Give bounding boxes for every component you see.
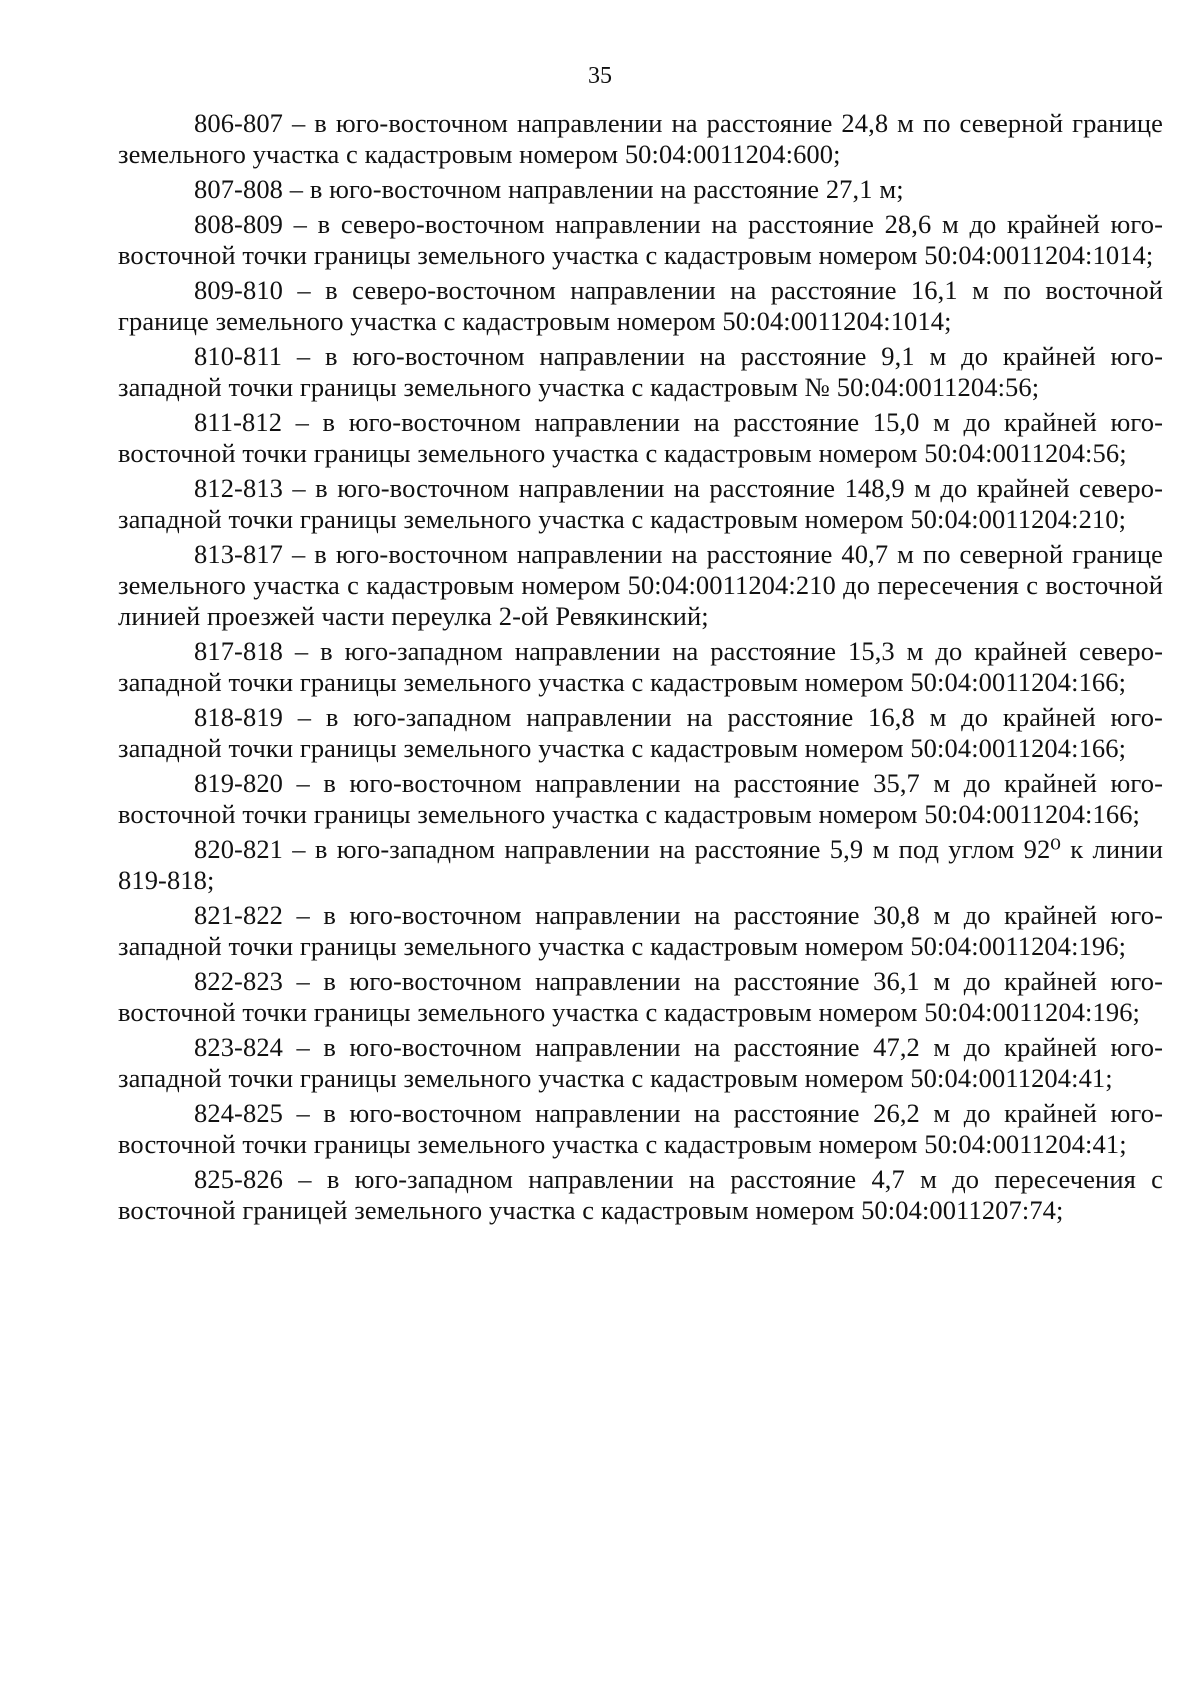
paragraph-821-822: 821-822 – в юго-восточном направлении на расстояние 30,8 м до крайней юго-западной точки границы земельного участка с кадастровым номером 50:04:0011204:196; — [118, 900, 1163, 961]
paragraph-824-825: 824-825 – в юго-восточном направлении на расстояние 26,2 м до крайней юго-восточной точки границы земельного участка с кадастровым номером 50:04:0011204:41; — [118, 1098, 1163, 1159]
paragraph-812-813: 812-813 – в юго-восточном направлении на расстояние 148,9 м до крайней северо-западной точки границы земельного участка с кадастровым номером 50:04:0011204:210; — [118, 473, 1163, 534]
paragraph-825-826: 825-826 – в юго-западном направлении на расстояние 4,7 м до пересечения с восточной границей земельного участка с кадастровым номером 50:04:0011207:74; — [118, 1164, 1163, 1225]
paragraph-807-808: 807-808 – в юго-восточном направлении на расстояние 27,1 м; — [194, 174, 904, 204]
paragraph-813-817: 813-817 – в юго-восточном направлении на расстояние 40,7 м по северной границе земельного участка с кадастровым номером 50:04:0011204:210 до пересечения с восточной линией проезжей части переулка 2-ой Ревякинский; — [118, 539, 1163, 631]
paragraph-819-820: 819-820 – в юго-восточном направлении на расстояние 35,7 м до крайней юго-восточной точки границы земельного участка с кадастровым номером 50:04:0011204:166; — [118, 768, 1163, 829]
paragraph-817-818: 817-818 – в юго-западном направлении на расстояние 15,3 м до крайней северо-западной точки границы земельного участка с кадастровым номером 50:04:0011204:166; — [118, 636, 1163, 697]
paragraph-810-811: 810-811 – в юго-восточном направлении на расстояние 9,1 м до крайней юго-западной точки границы земельного участка с кадастровым № 50:04:0011204:56; — [118, 341, 1163, 402]
page-number: 35 — [588, 63, 612, 89]
paragraph-809-810: 809-810 – в северо-восточном направлении на расстояние 16,1 м по восточной границе земельного участка с кадастровым номером 50:04:0011204:1014; — [118, 275, 1163, 336]
paragraph-823-824: 823-824 – в юго-восточном направлении на расстояние 47,2 м до крайней юго-западной точки границы земельного участка с кадастровым номером 50:04:0011204:41; — [118, 1032, 1163, 1093]
paragraph-820-821: 820-821 – в юго-западном направлении на расстояние 5,9 м под углом 92⁰ к линии 819-818; — [118, 834, 1163, 895]
paragraph-822-823: 822-823 – в юго-восточном направлении на расстояние 36,1 м до крайней юго-восточной точки границы земельного участка с кадастровым номером 50:04:0011204:196; — [118, 966, 1163, 1027]
paragraph-806-807: 806-807 – в юго-восточном направлении на расстояние 24,8 м по северной границе земельного участка с кадастровым номером 50:04:0011204:600; — [118, 108, 1163, 169]
document-body — [118, 108, 1163, 1230]
paragraph-808-809: 808-809 – в северо-восточном направлении на расстояние 28,6 м до крайней юго-восточной точки границы земельного участка с кадастровым номером 50:04:0011204:1014; — [118, 209, 1163, 270]
paragraph-818-819: 818-819 – в юго-западном направлении на расстояние 16,8 м до крайней юго-западной точки границы земельного участка с кадастровым номером 50:04:0011204:166; — [118, 702, 1163, 763]
paragraph-811-812: 811-812 – в юго-восточном направлении на расстояние 15,0 м до крайней юго-восточной точки границы земельного участка с кадастровым номером 50:04:0011204:56; — [118, 407, 1163, 468]
